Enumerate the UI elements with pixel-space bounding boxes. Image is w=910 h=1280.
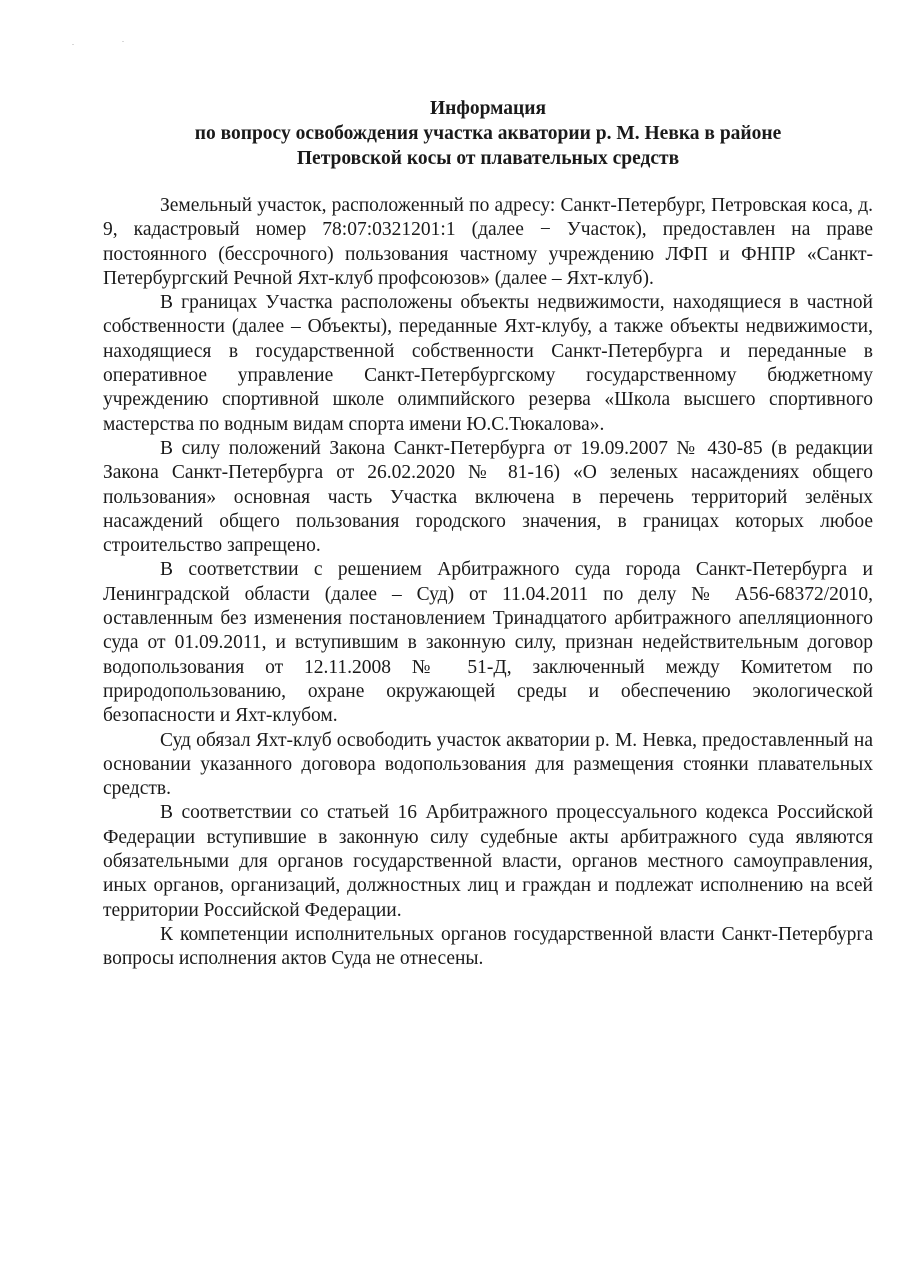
paragraph-competence: К компетенции исполнительных органов государственной власти Санкт-Петербурга вопросы исполнения актов Суда не отнесены. [103,923,873,970]
scan-speck [72,44,74,45]
paragraph-green-spaces-law: В силу положений Закона Санкт-Петербурга от 19.09.2007 № 430-85 (в редакции Закона Санкт-Петербурга от 26.02.2020 № 81-16) «О зеленых насаждениях общего пользования» основная часть Участка включена в перечень территорий зелёных насаждений общего пользования городского значения, в границах которых любое строительство запрещено. [103,437,873,557]
paragraph-arbitration-code: В соответствии со статьей 16 Арбитражного процессуального кодекса Российской Федерации вступившие в законную силу судебные акты арбитражного суда являются обязательными для органов государственной власти, органов местного самоуправления, иных органов, организаций, должностных лиц и граждан и подлежат исполнению на всей территории Российской Федерации. [103,802,873,921]
paragraph-real-estate: В границах Участка расположены объекты недвижимости, находящиеся в частной собственности (далее – Объекты), переданные Яхт-клубу, а также объекты недвижимости, находящиеся в государственной собственности Санкт-Петербурга и переданные в оперативное управление Санкт-Петербургскому государственному бюджетному учреждению спортивной школе олимпийского резерва «Школа высшего спортивного мастерства по водным видам спорта имени Ю.С.Тюкалова». [103,292,873,435]
paragraph-land-plot: Земельный участок, расположенный по адресу: Санкт-Петербург, Петровская коса, д. 9, кадастровый номер 78:07:0321201:1 (далее − Участок), предоставлен на праве постоянного (бессрочного) пользования частному учреждению ЛФП и ФНПР «Санкт-Петербургский Речной Яхт-клуб профсоюзов» (далее – Яхт-клуб). [103,195,873,289]
paragraph-court-obligation: Суд обязал Яхт-клуб освободить участок акватории р. М. Невка, предоставленный на основании указанного договора водопользования для размещения стоянки плавательных средств. [103,729,873,800]
title-line-1: Информация [429,98,547,119]
document-page [103,96,873,972]
scan-speck [122,41,124,42]
paragraph-court-decision: В соответствии с решением Арбитражного суда города Санкт-Петербурга и Ленинградской области (далее – Суд) от 11.04.2011 по делу № А56-68372/2010, оставленным без изменения постановлением Тринадцатого арбитражного апелляционного суда от 01.09.2011, и вступившим в законную силу, признан недействительным договор водопользования от 12.11.2008 № 51-Д, заключенный между Комитетом по природопользованию, охране окружающей среды и обеспечению экологической безопасности и Яхт-клубом. [103,559,873,727]
document-body [103,194,873,972]
title-line-2: по вопросу освобождения участка акватории р. М. Невка в районе [194,123,782,144]
document-title [103,96,873,171]
title-line-3: Петровской косы от плавательных средств [296,148,680,169]
